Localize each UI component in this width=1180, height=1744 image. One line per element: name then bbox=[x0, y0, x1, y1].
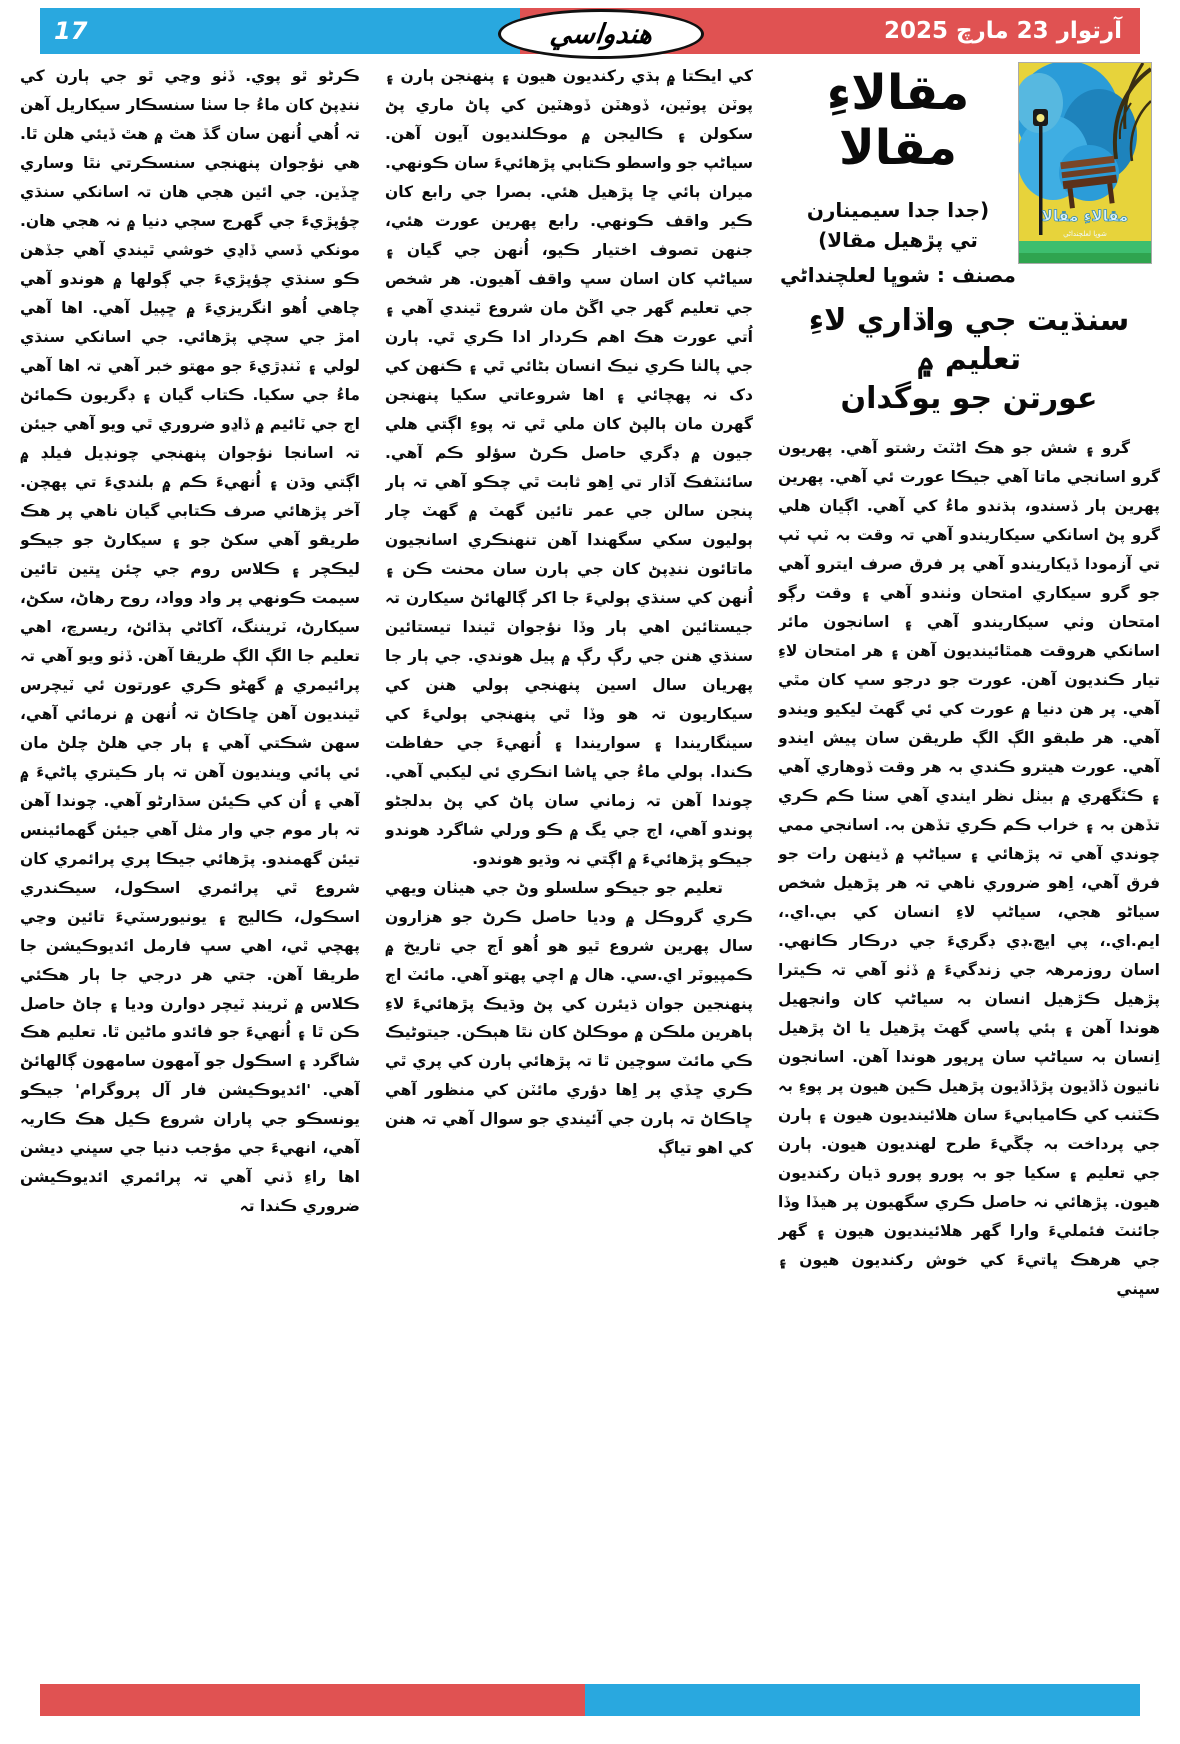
article-text-right bbox=[778, 434, 1160, 1304]
page-number: 17 bbox=[54, 17, 88, 45]
book-cover-painting bbox=[1019, 63, 1151, 263]
newspaper-logo bbox=[498, 9, 704, 59]
header-blue-strip bbox=[40, 8, 520, 54]
headline-line2: عورتن جو يوگدان bbox=[840, 381, 1098, 417]
feature-title-line2: مقالا bbox=[838, 119, 958, 176]
feature-author: مصنف : شوڀا لعلچنداڻي bbox=[780, 263, 1016, 288]
header-bar bbox=[40, 8, 1140, 54]
column-middle bbox=[385, 62, 753, 1670]
feature-top-row bbox=[778, 62, 1160, 287]
feature-title-block bbox=[778, 62, 1018, 287]
paragraph: ڪرڻو ٿو پوي. ڏٺو وڃي ٿو جي ٻارن کي ننڍپڻ کان ماءُ جا سٺا سنسڪار سيکاريل آهن تہ اُهي اُنهن سان گڏ هٿ ۾ هٿ ڏيئي هلن ٿا. هي نؤجوان پنهنجي سنسڪرتي نٿا وساري ڇڏين. جي ائين هجي هان تہ اسانکي سنڌي چؤپڙيءَ جي گهرج سڄي دنيا ۾ نہ هجي هان. مونکي ڏسي ڏاڍي خوشي ٿيندي آهي جڏهن ڪو سنڌي چؤپڙيءَ جي ڳولها ۾ هوندو آهي چاهي اُهو انگريزيءَ ۾ ڇپيل آهي. اها آهي امڙ جي سچي پڙهائي. جي اسانکي سنڌي لولي ۽ ٽنڊڙيءَ جو مهتو خبر آهي تہ اها آهي ماءُ جي سکيا. ڪتاب گيان ۽ ڊگريون ڪمائڻ اڄ جي ٽائيم ۾ ڏاڍو ضروري ٿي ويو آهي جيئن تہ اسانجا نؤجوان پنهنجي چونڊيل فيلڊ ۾ اڳتي وڌن ۽ اُنهيءَ ڪم ۾ بلنديءَ تي پهچن. آخر پڙهائي صرف ڪتابي گيان ناهي پر هڪ طريقو آهي سکڻ جو ۽ سيکارڻ جو جيڪو ليڪچر ۽ ڪلاس روم جي چئن ڀتين تائين سيمت ڪونهي پر واد وواد، روح رهاڻ، سکڻ، سيکارڻ، ٽريننگ، آکاڻي ٻڌائڻ، ريسرچ، اهي تعليم جا الڳ الڳ طريقا آهن. ڏٺو ويو آهي تہ پرائيمري ۾ گهڻو ڪري عورتون ئي ٽيچرس ٿينديون آهن ڇاڪاڻ تہ اُنهن ۾ نرمائي آهي، سهن شڪتي آهي ۽ ٻار جي هلڻ چلڻ مان ئي پائي وينديون آهن تہ ٻار ڪيتري پاڻيءَ ۾ آهي ۽ اُن کي ڪيئن سڌارڻو آهي. چوندا آهن تہ ٻار موم جي وار مثل آهي جيئن گهمائينس تيئن گهمندو. پڙهائي جيڪا پري پرائمري کان شروع ٿي پرائمري اسڪول، سيڪندري اسڪول، ڪاليج ۽ يونيورسٽيءَ تائين وڃي پهچي ٿي، اهي سڀ فارمل ائديوڪيشن جا طريقا آهن. جتي هر درجي جا ٻار هڪئي ڪلاس ۾ ٽرينڊ ٽيچر دوارن وديا ۽ ڄاڻ حاصل ڪن ٿا ۽ اُنهيءَ جو فائدو ماڻين ٿا. تعليم هڪ شاگرد ۽ اسڪول جو آمهون سامهون ڳالهائڻ آهي. 'ائديوڪيشن فار آل پروگرام' جيڪو يونسڪو جي پاران شروع ڪيل هڪ ڪاريہ آهي، انهيءَ جي مؤجب دنيا جي سڀني ديشن اها راءِ ڏني آهي تہ پرائمري ائديوڪيشن ضروري ڪندا تہ bbox=[20, 67, 360, 1216]
book-cover-title: مقالاءِ مقالا bbox=[1041, 207, 1129, 225]
feature-subtitle-line2: تي پڙهيل مقالا) bbox=[818, 228, 978, 253]
feature-header bbox=[778, 62, 1160, 418]
newspaper-logo-text: هندواسي bbox=[548, 18, 654, 50]
headline-line1: سنڌيت جي واڌاري لاءِ تعليم ۾ bbox=[808, 303, 1130, 378]
date-text: آرتوار 23 مارچ 2025 bbox=[883, 18, 1122, 44]
paragraph: گرو ۽ شش جو هڪ اڻٽٽ رشتو آهي. پهريون گرو اسانجي ماتا آهي جيڪا عورت ئي آهي. پهرين پهرين ٻار ڏسندو، ٻڌندو ماءُ کي آهي. اڳيان هلي گرو پڻ اسانکي سيکاريندو آهي تہ وقت بہ ٽپ ٽپ تي آزمودا ڏيکاريندو آهي پر فرق صرف ايترو آهي جو گرو سيکاري امتحان وٺندو آهي ۽ وقت رڳو امتحان وٺي سيکاريندو آهي ۽ اسانجون مائر اسانکي هروقت همٿائينديون آهن ۽ هر امتحان لاءِ تيار ڪنديون آهن. عورت جو درجو سڀ کان مٿي آهي. پر هن دنيا ۾ عورت کي ئي گهٽ ليکيو ويندو آهي. هر طبقو الڳ الڳ طريقن سان پيش ايندو آهي. عورت هيترو ڪندي بہ هر وقت ڏوهاري آهي ۽ ڪٽگهري ۾ بيٺل نظر ايندي آهي سٺا ڪم ڪري تڏهن بہ ۽ خراب ڪم ڪري تڏهن بہ. اسانجي ممي چوندي آهي تہ پڙهائي ۽ سياڻپ ۾ ڏينهن رات جو فرق آهي، اِهو ضروري ناهي تہ هر پڙهيل شخص سياڻو هجي، سياڻپ لاءِ انسان کي بي.اي.، ايم.اي.، پي ايڇ.ڊي ڊگريءَ جي درڪار ڪانهي. اسان روزمرهہ جي زندگيءَ ۾ ڏٺو آهي تہ ڪيترا پڙهيل ڪڙهيل انسان بہ سياڻپ کان وانجهيل هوندا آهن ۽ ٻئي پاسي گهٽ پڙهيل يا اڻ پڙهيل اِنسان بہ سياڻپ سان ڀرپور هوندا آهن. اسانجون نانيون ڏاڏيون پڙڏاڏيون پڙهيل ڪين هيون پر پوءِ بہ ڪٽنب کي ڪاميابيءَ سان هلائينديون هيون ۽ ٻارن جي پرداخت بہ چڱيءَ طرح لهنديون هيون. ٻارن جي تعليم ۽ سکيا جو بہ پورو پورو ڌيان رکنديون هيون. پڙهائي نہ حاصل ڪري سگهيون پر هيڏا وڏا جائنٽ فئمليءَ وارا گهر هلائينديون هيون ۽ گهر جي هرهڪ ڀاتيءَ کي خوش رکنديون هيون ۽ سڀني bbox=[778, 439, 1160, 1298]
column-right bbox=[778, 62, 1160, 1670]
bottom-bar bbox=[40, 1684, 1140, 1716]
bottom-red-strip bbox=[40, 1684, 585, 1716]
bottom-blue-strip bbox=[585, 1684, 1140, 1716]
page-content bbox=[20, 62, 1160, 1670]
book-cover-image bbox=[1018, 62, 1152, 264]
paragraph: کي ايڪتا ۾ ٻڌي رکنديون هيون ۽ پنهنجن ٻارن ۽ پوٽن پوٽين، ڏوهٽن ڏوهٽين کي پاڻ ماري پڻ سکولن ۽ ڪاليجن ۾ موڪلنديون آيون آهن. سياڻپ جو واسطو ڪتابي پڙهائيءَ سان ڪونهي. ميران ٻائي ڇا پڙهيل هئي. بصرا جي رابع کان ڪير واقف ڪونهي. رابع پهرين عورت هئي، جنهن تصوف اختيار ڪيو، اُنهن جي گيان ۽ سياڻپ کان اسان سڀ واقف آهيون. هر شخص جي تعليم گهر جي اڱڻ مان شروع ٿيندي آهي ۽ اُتي عورت هڪ اهم ڪردار ادا ڪري ٿي. ٻارن جي پالنا ڪري نيڪ انسان بڻائي ٿي ۽ ڪنهن کي دک نہ پهچائي ۽ اها شروعاتي سکيا پنهنجن گهرن مان ٻالپڻ کان ملي ٿي تہ پوءِ اڳتي هلي جيون ۾ ڊگري حاصل ڪرڻ سؤلو ڪم آهي. سائنٽفڪ آڌار تي اِهو ثابت ٿي چڪو آهي تہ ٻار پنجن سالن جي عمر تائين گهٽ ۾ گهٽ چار ٻوليون سکي سگهندا آهن تنهنڪري اسانجيون ماتائون ننڍپڻ کان جي ٻارن سان محنت ڪن ۽ اُنهن کي سنڌي ٻوليءَ جا اکر ڳالهائڻ سيکارن تہ جيستائين اهي ٻار وڏا نؤجوان ٿيندا تيستائين سنڌي هنن جي رڳ رڳ ۾ پيل هوندي. جي ٻار جا پهريان سال اسين پنهنجي ٻولي هنن کي سيکاريون تہ هو وڏا ٿي پنهنجي ٻوليءَ کي سينگاريندا ۽ سواريندا ۽ اُنهيءَ جي حفاظت ڪندا. ٻولي ماءُ جي ڀاشا انڪري ئي ليکبي آهي. چوندا آهن تہ زماني سان پاڻ کي پڻ بدلجڻو پوندو آهي، اڄ جي يگ ۾ ڪو ورلي شاگرد هوندو جيڪو پڙهائيءَ ۾ اڳتي نہ وڌيو هوندو. bbox=[385, 67, 753, 868]
book-cover-author: شوڀا لعلچنداڻي bbox=[1063, 230, 1107, 238]
feature-title-line1: مقالاءِ bbox=[826, 65, 970, 121]
paragraph: تعليم جو جيڪو سلسلو وڻ جي هيٺان ويهي ڪري گروڪل ۾ وديا حاصل ڪرڻ جو هزارون سال پهرين شروع ٿيو هو اُهو اَڄ جي تاريخ ۾ ڪمپيوٽر اي.سي. هال ۾ اچي پهتو آهي. مائٽ اڄ پنهنجين جوان ڌيئرن کي پڻ وڌيڪ پڙهائيءَ لاءِ ٻاهرين ملڪن ۾ موڪلڻ کان نٿا هٻڪن. جيتوڻيڪ ڪي مائٽ سوچين ٿا تہ پڙهائي ٻارن کي پري ٿي ڪري ڇڏي پر اِها دؤري مائٽن کي منظور آهي ڇاڪاڻ تہ ٻارن جي آئيندي جو سوال آهي تہ هنن کي اهو تياڳ bbox=[385, 878, 753, 1158]
article-headline bbox=[778, 301, 1160, 418]
column-left bbox=[20, 62, 360, 1670]
feature-subtitle-line1: (جدا جدا سيمينارن bbox=[806, 198, 990, 223]
